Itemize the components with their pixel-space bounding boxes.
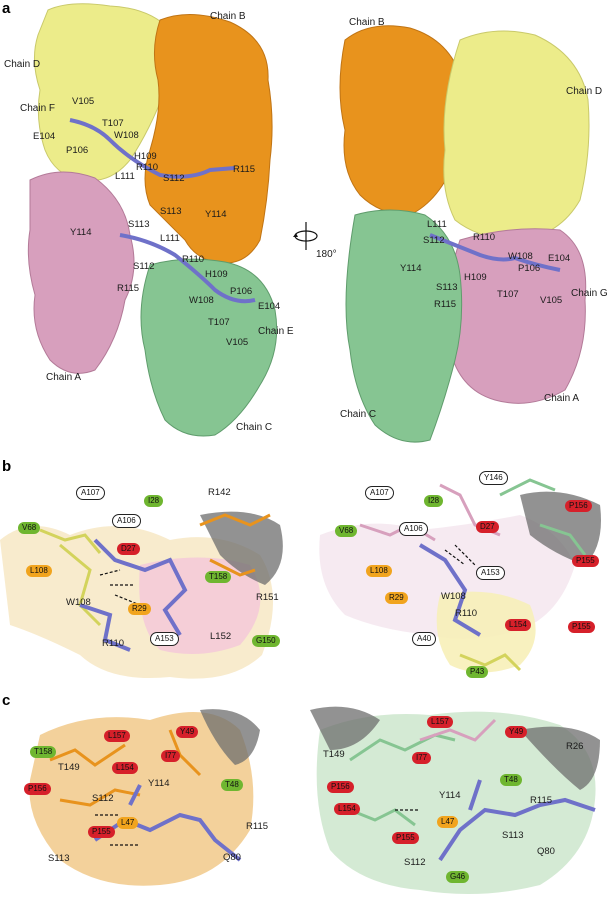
residue-badge-red: Y49 <box>176 726 198 738</box>
residue-label: S113 <box>48 853 70 864</box>
residue-badge-oval: A106 <box>112 514 141 528</box>
residue-label: T107 <box>208 317 230 328</box>
surface-structures-a <box>0 0 612 450</box>
residue-badge-red: P155 <box>88 826 115 838</box>
chain-label: Chain B <box>349 17 385 28</box>
residue-label: R110 <box>455 608 478 619</box>
residue-label: W108 <box>66 597 91 608</box>
panel-label-a: a <box>2 0 11 17</box>
residue-badge-orange: L47 <box>437 816 458 828</box>
residue-label: W108 <box>114 130 139 141</box>
residue-label: P106 <box>518 263 541 274</box>
residue-badge-red: L157 <box>427 716 453 728</box>
residue-badge-red: L154 <box>334 803 360 815</box>
residue-label: R110 <box>182 254 205 265</box>
residue-badge-oval: A107 <box>365 486 394 500</box>
chain-label: Chain A <box>46 372 82 383</box>
residue-badge-green: T48 <box>500 774 522 786</box>
panel-a <box>0 0 612 450</box>
residue-badge-red: P155 <box>572 555 599 567</box>
residue-label: Y114 <box>439 790 461 801</box>
residue-badge-red: P156 <box>565 500 592 512</box>
chain-label: Chain B <box>210 11 246 22</box>
residue-label: P106 <box>66 145 89 156</box>
residue-label: W108 <box>441 591 466 602</box>
residue-badge-red: P155 <box>392 832 419 844</box>
chain-label: Chain A <box>544 393 580 404</box>
residue-badge-red: D27 <box>476 521 499 533</box>
residue-label: R142 <box>208 487 231 498</box>
chain-label: Chain F <box>20 103 56 114</box>
residue-badge-green: G46 <box>446 871 469 883</box>
residue-label: S112 <box>423 235 445 246</box>
panel-label-b: b <box>2 458 12 475</box>
residue-label: S113 <box>128 219 150 230</box>
residue-badge-green: V68 <box>18 522 40 534</box>
residue-label: S112 <box>133 261 155 272</box>
residue-label: E104 <box>33 131 56 142</box>
residue-label: R115 <box>117 283 140 294</box>
residue-badge-green: T48 <box>221 779 243 791</box>
residue-label: E104 <box>548 253 571 264</box>
residue-badge-red: L154 <box>505 619 531 631</box>
residue-badge-oval: A106 <box>399 522 428 536</box>
residue-label: R115 <box>233 164 256 175</box>
residue-badge-red: P156 <box>327 781 354 793</box>
residue-badge-green: T158 <box>30 746 56 758</box>
residue-label: S112 <box>163 173 185 184</box>
residue-label: L111 <box>115 171 135 182</box>
residue-badge-oval: A40 <box>412 632 436 646</box>
residue-label: V105 <box>226 337 249 348</box>
residue-label: V105 <box>72 96 95 107</box>
residue-label: S112 <box>404 857 426 868</box>
residue-badge-green: G150 <box>252 635 280 647</box>
chain-label: Chain C <box>236 422 273 433</box>
residue-label: Y114 <box>400 263 422 274</box>
residue-label: R110 <box>473 232 496 243</box>
residue-badge-orange: L47 <box>117 817 138 829</box>
residue-label: P106 <box>230 286 253 297</box>
chain-b-surface-left <box>145 11 272 263</box>
residue-badge-orange: R29 <box>385 592 408 604</box>
residue-label: H109 <box>464 272 487 283</box>
residue-label: T107 <box>102 118 124 129</box>
chain-a-surface-left <box>28 172 134 373</box>
residue-badge-green: I28 <box>424 495 443 507</box>
rotation-label: 180° <box>316 249 337 260</box>
rotation-icon <box>293 222 317 250</box>
residue-badge-orange: L108 <box>366 565 392 577</box>
residue-badge-oval: A153 <box>476 566 505 580</box>
residue-label: S113 <box>160 206 182 217</box>
residue-label: S113 <box>502 830 524 841</box>
residue-badge-red: I77 <box>412 752 431 764</box>
residue-label: H109 <box>134 151 157 162</box>
residue-label: S113 <box>436 282 458 293</box>
residue-badge-red: L157 <box>104 730 130 742</box>
residue-label: H109 <box>205 269 228 280</box>
residue-label: R26 <box>566 741 584 752</box>
residue-label: R110 <box>102 638 125 649</box>
residue-label: R115 <box>246 821 269 832</box>
chain-label: Chain G <box>571 288 608 299</box>
residue-label: L111 <box>427 219 447 230</box>
chain-d-surface-right <box>444 31 589 240</box>
residue-label: V105 <box>540 295 563 306</box>
residue-badge-green: V68 <box>335 525 357 537</box>
residue-badge-oval: Y146 <box>479 471 508 485</box>
residue-label: R110 <box>136 162 159 173</box>
residue-badge-orange: R29 <box>128 603 151 615</box>
residue-badge-green: T158 <box>205 571 231 583</box>
residue-label: E104 <box>258 301 281 312</box>
chain-label: Chain D <box>4 59 41 70</box>
residue-badge-oval: A107 <box>76 486 105 500</box>
residue-label: L152 <box>210 631 232 642</box>
residue-label: Y114 <box>70 227 92 238</box>
residue-badge-red: Y49 <box>505 726 527 738</box>
residue-badge-green: P43 <box>466 666 488 678</box>
residue-label: T149 <box>323 749 345 760</box>
panel-b <box>0 455 612 685</box>
residue-badge-red: P156 <box>24 783 51 795</box>
residue-badge-red: D27 <box>117 543 140 555</box>
residue-label: Y114 <box>205 209 227 220</box>
chain-label: Chain D <box>566 86 603 97</box>
panel-c <box>0 690 612 902</box>
residue-label: S112 <box>92 793 114 804</box>
residue-label: Q80 <box>223 852 241 863</box>
residue-label: W108 <box>508 251 533 262</box>
residue-badge-red: I77 <box>161 750 180 762</box>
residue-label: R115 <box>530 795 553 806</box>
residue-label: Q80 <box>537 846 555 857</box>
residue-label: R115 <box>434 299 457 310</box>
residue-label: L111 <box>160 233 180 244</box>
residue-label: T107 <box>497 289 519 300</box>
residue-badge-red: P155 <box>568 621 595 633</box>
chain-label: Chain C <box>340 409 377 420</box>
residue-label: R151 <box>256 592 279 603</box>
residue-label: Y114 <box>148 778 170 789</box>
residue-badge-red: L154 <box>112 762 138 774</box>
chain-label: Chain E <box>258 326 294 337</box>
residue-label: T149 <box>58 762 80 773</box>
residue-badge-orange: L108 <box>26 565 52 577</box>
residue-badge-green: I28 <box>144 495 163 507</box>
residue-badge-oval: A153 <box>150 632 179 646</box>
panel-label-c: c <box>2 692 11 709</box>
residue-label: W108 <box>189 295 214 306</box>
